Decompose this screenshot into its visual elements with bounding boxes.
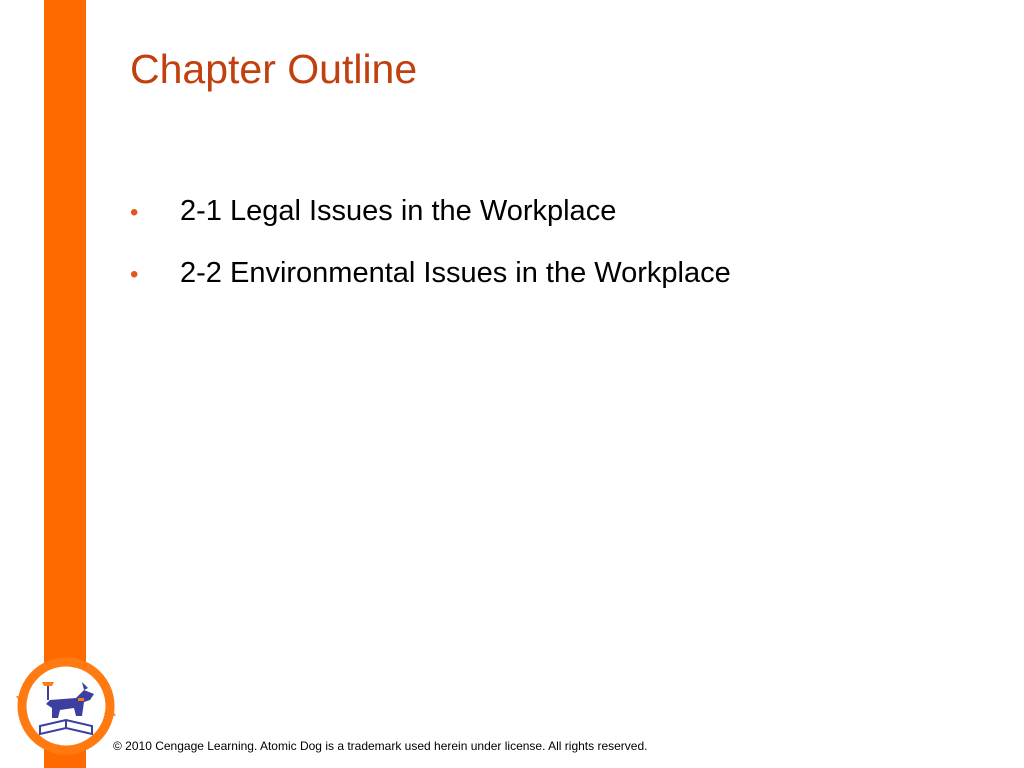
bullet-mark: •: [130, 199, 139, 226]
copyright-footer: © 2010 Cengage Learning. Atomic Dog is a trademark used herein under license. All rights reserved.: [113, 739, 648, 753]
orange-side-bar: [44, 0, 86, 768]
bullet-list: [130, 195, 731, 319]
atomic-dog-logo-icon: [14, 654, 118, 758]
bullet-text: 2-1 Legal Issues in the Workplace: [180, 195, 617, 227]
bullet-item-environmental: [130, 257, 731, 319]
bullet-mark: •: [130, 261, 139, 288]
bullet-text: 2-2 Environmental Issues in the Workplace: [180, 257, 731, 289]
bullet-item-legal: [130, 195, 731, 257]
slide-title: Chapter Outline: [130, 46, 418, 92]
